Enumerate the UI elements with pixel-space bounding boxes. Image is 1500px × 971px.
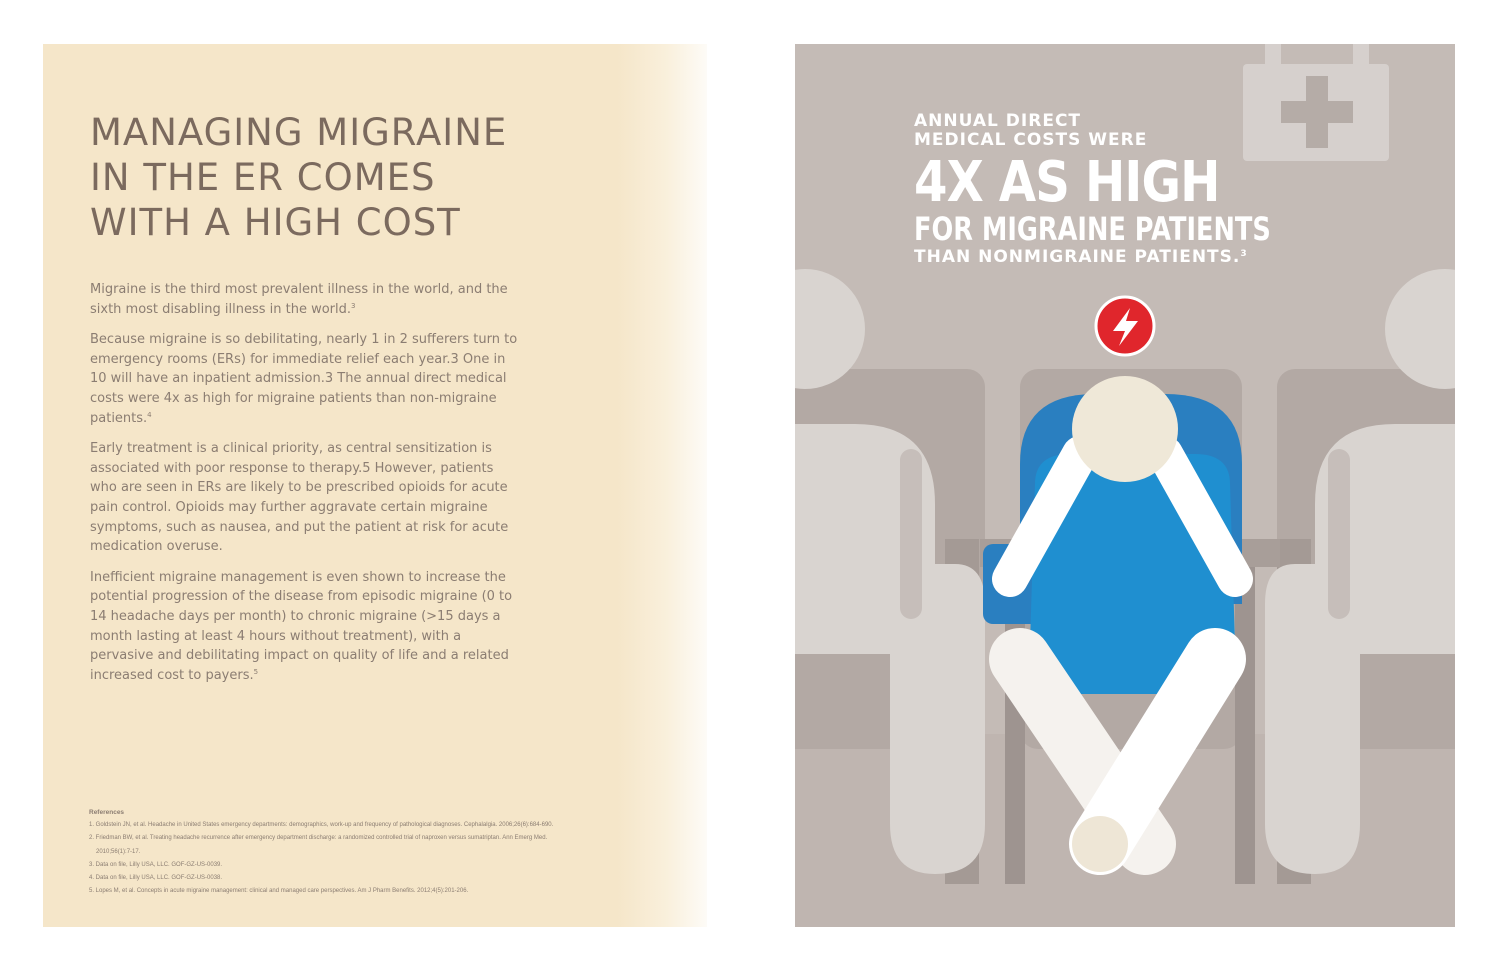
left-page bbox=[43, 44, 707, 927]
references-title: References bbox=[89, 809, 125, 816]
patient-head bbox=[1072, 376, 1178, 482]
paragraph bbox=[90, 439, 522, 557]
figure-arm-left bbox=[900, 449, 922, 619]
stat-mid: FOR MIGRAINE PATIENTS bbox=[914, 210, 1271, 248]
figure-arm-right bbox=[1328, 449, 1350, 619]
body-text bbox=[90, 280, 522, 696]
headline bbox=[90, 110, 650, 245]
paragraph bbox=[90, 330, 522, 428]
headline-line: WITH A HIGH COST bbox=[90, 201, 461, 244]
paragraph bbox=[90, 280, 522, 319]
references bbox=[89, 806, 559, 898]
reference-item: 2. Friedman BW, et al. Treating headache recurrence after emergency department discharge: a randomized controlled trial of naproxen versus sumatriptan. Ann Emerg Med. bbox=[89, 835, 548, 842]
stat-citation-sup: 3 bbox=[1240, 249, 1248, 259]
cost-stat-callout bbox=[914, 112, 1434, 268]
paragraph-text: Migraine is the third most prevalent illness in the world, and the sixth most disabling illness in the world. bbox=[90, 282, 508, 317]
headline-line: IN THE ER COMES bbox=[90, 156, 436, 199]
paragraph bbox=[90, 568, 522, 686]
paragraph-text: Because migraine is so debilitating, nearly 1 in 2 sufferers turn to emergency rooms (ERs) for immediate relief each year.3 One in 10 will have an inpatient admission.3 The annual direct medical costs were 4x as high for migraine patients than non-migraine patients. bbox=[90, 332, 518, 426]
stat-small bbox=[914, 246, 1434, 268]
citation-sup: 3 bbox=[351, 301, 356, 310]
lightning-bolt-icon bbox=[1096, 297, 1154, 355]
headline-line: MANAGING MIGRAINE bbox=[90, 111, 508, 154]
patient-knee bbox=[1072, 816, 1128, 872]
stat-big: 4X AS HIGH bbox=[914, 150, 1220, 215]
reference-item: 3. Data on file, Lilly USA, LLC. GOF-GZ-US-0039. bbox=[89, 861, 223, 868]
paragraph-text: Inefficient migraine management is even shown to increase the potential progression of the disease from episodic migraine (0 to 14 headache days per month) to chronic migraine (>15 days a month lasting at least 4 hours without treatment), with a pervasive and debilitating impact on quality of life and a related increased cost to payers. bbox=[90, 569, 513, 683]
stat-line2: MEDICAL COSTS WERE bbox=[914, 130, 1148, 150]
reference-item: 1. Goldstein JN, et al. Headache in United States emergency departments: demographics, work-up and frequency of pathological diagnoses. Cephalalgia. 2006;26(6):684-690. bbox=[89, 822, 554, 829]
right-page bbox=[795, 44, 1455, 927]
citation-sup: 5 bbox=[253, 667, 259, 676]
reference-item: 4. Data on file, Lilly USA, LLC. GOF-GZ-US-0038. bbox=[89, 875, 223, 882]
reference-item: 5. Lopes M, et al. Concepts in acute migraine management: clinical and managed care perspectives. Am J Pharm Benefits. 2012;4(5):201-206. bbox=[89, 888, 469, 895]
stat-small-text: THAN NONMIGRAINE PATIENTS. bbox=[914, 247, 1241, 267]
paragraph-text: Early treatment is a clinical priority, as central sensitization is associated with poor response to therapy.5 However, patients who are seen in ERs are likely to be prescribed opioids for acute pain control. Opioids may further aggravate certain migraine symptoms, such as nausea, and put the patient at risk for acute medication overuse. bbox=[90, 441, 509, 555]
reference-item: 2010;56(1):7-17. bbox=[96, 848, 141, 855]
stat-line1: ANNUAL DIRECT bbox=[914, 111, 1082, 131]
citation-sup: 4 bbox=[147, 410, 152, 419]
